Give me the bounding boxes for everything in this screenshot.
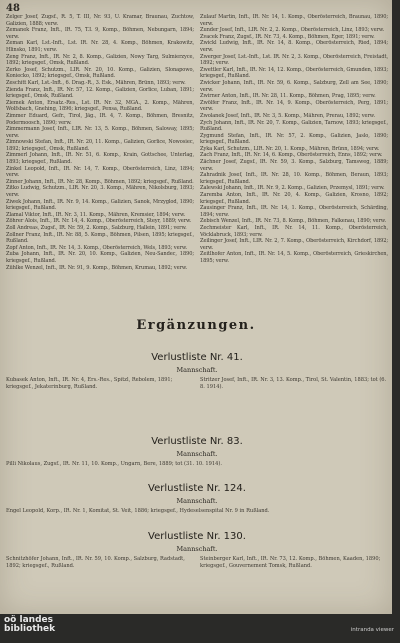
list-entry: Zwettler Karl, Inft., IR. Nr. 14, 12. Komp., Oberösterreich, Gmunden, 1893; kriegsgef., Rußland. [200, 66, 388, 80]
entry: Engel Leopold, Korp., IR. Nr. 1, Komitat, St. Veit, 1886; kriegsgef., Hydeselsenspital Nr. 9 in Rußland. [6, 508, 270, 514]
list-entry: Zulauf Martin, Inft., IR. Nr. 14, 1. Komp., Oberösterreich, Braunau, 1890; verw. [200, 14, 388, 27]
list-entry: Zoll Andreas, Zugsf., IR. Nr. 59, 2. Komp., Salzburg, Hallein, 1891; verw. [6, 225, 187, 231]
right-column [200, 14, 388, 296]
entry: Kubasek Anton, Inft., IR. Nr. 4, Ers.-Res., Spitzl, Rebolem, 1891; kriegsgef., Jekaterinburg, Rußland. [6, 377, 173, 390]
list-entry: Zuba Johann, Inft., IR. Nr. 20, 10. Komp., Galizien, Neu-Sandec, 1890; kriegsgef., Rußland. [6, 251, 194, 264]
list-entry: Zlamal Viktor, Inft., IR. Nr. 3, 11. Komp., Mähren, Kremsier, 1894; verw. [6, 211, 186, 218]
section-list-41 [6, 352, 388, 390]
section-title: Verlustliste Nr. 130. [148, 531, 246, 542]
list-entry: Zeilinger Josef, Inft., LIR. Nr. 2, 7. Komp., Oberösterreich, Kirchdorf, 1892; verw. [200, 238, 388, 251]
list-entry: Zaremba Anton, Inft., IR. Nr. 20, 4. Komp., Galizien, Krosno, 1892; kriegsgef., Rußland. [200, 192, 388, 205]
list-entry: Zygmund Stefan, Inft., IR. Nr. 57, 2. Komp., Galizien, Jaslo, 1890; kriegsgef., Rußland. [200, 132, 388, 146]
list-entry: Zwirner Anton, Inft., IR. Nr. 28, 11. Komp., Böhmen, Prag, 1895; verw. [200, 93, 376, 100]
list-entry: Zeng Franz, Inft., IR. Nr. 2, 8. Komp., Galizien, Nowy Targ, Sulmierzyce, 1892; kriegsgef., Omsk, Rußland. [6, 53, 194, 67]
entry: Steinberger Karl, Inft., IR. Nr. 73, 12. Komp., Böhmen, Kaaden, 1890; kriegsgef., Gouvernement Tomsk, Rußland. [200, 556, 381, 569]
entry: Pilli Nikolaus, Zugsf., IR. Nr. 11, 10. Komp., Ungarn, Bere, 1889; tot (31. 10. 1914). [6, 461, 222, 467]
list-entry: Zienda Franz, Inft., IR. Nr. 57, 12. Komp., Galizien, Gorlice, Luban, 1891; kriegsgef., Omsk, Rußland. [6, 86, 194, 100]
list-entry: Zwicker Johann, Inft., IR. Nr. 59, 6. Komp., Salzburg, Zell am See, 1890; verw. [200, 79, 388, 93]
list-entry: Zwölfer Franz, Inft., IR. Nr. 14, 9. Komp., Oberösterreich, Perg, 1891; verw. [200, 99, 388, 113]
list-entry: Zollner Franz, Inft., IR. Nr. 88, 5. Komp., Böhmen, Pilsen, 1895; kriegsgef., Rußland. [6, 231, 194, 245]
viewer-footer [0, 614, 400, 643]
page-number: 48 [6, 3, 20, 14]
library-logo[interactable] [4, 616, 55, 634]
list-entry: Zyka Karl, Schutzm., LIR. Nr. 20, 1. Komp., Mähren, Brünn, 1894; verw. [200, 145, 380, 152]
section-list-83 [6, 436, 388, 468]
section-title: Verlustliste Nr. 41. [151, 352, 243, 363]
list-entry: Zausinger Franz, Inft., IR. Nr. 14, 1. Komp., Oberösterreich, Schärding, 1894; verw. [200, 205, 388, 218]
list-entry: Zimmerl Johann, Inft., IR. Nr. 51, 6. Komp., Krain, Gottschee, Unterlag, 1893; kriegsgef., Rußland. [6, 152, 194, 166]
list-entry: Zinner Johann, Inft., IR. Nr. 28, Komp., Böhmen, 1892; kriegsgef., Rußland. [6, 178, 194, 185]
list-entry: Zerko Josef, Schutzm., LIR. Nr. 20, 10. Komp., Galizien, Slonapowo, Koniecko, 1892; kriegsgef., Omsk, Rußland. [6, 66, 194, 80]
list-entry: Ziwek Johann, Inft., IR. Nr. 9, 14. Komp., Galizien, Sanok, Mrzyglod, 1890; kriegsgef., Rußland. [6, 198, 194, 212]
viewer-credit[interactable]: intranda viewer [350, 627, 394, 633]
list-entry: Zeman Karl, Lst.-Inft., Lst. IR. Nr. 28, 4. Komp., Böhmen, Krakowitz, Hlinsko, 1891; verw. [6, 40, 194, 53]
list-entry: Zemanek Franz, Inft., IR. 75, T.I. 9, Komp., Böhmen, Nebungarn, 1894; verw. [6, 27, 194, 40]
supplements-heading: Ergänzungen. [136, 318, 256, 333]
list-entry: Zeitlhofer Anton, Inft., IR. Nr. 14, 5. Komp., Oberösterreich, Grieskirchen, 1895; verw. [200, 251, 388, 264]
list-entry: Zwolanek Josef, Inft., IR. Nr. 3, 5. Komp., Mähren, Prerau, 1892; verw. [200, 112, 375, 119]
section-subtitle: Mannschaft. [176, 545, 218, 553]
section-subtitle: Mannschaft. [176, 366, 218, 374]
list-entry: Zopf Anton, Inft., IR. Nr. 14, 3. Komp., Oberösterreich, Wels, 1893; verw. [6, 244, 188, 251]
list-entry: Zalewski Johann, Inft., IR. Nr. 9, 2. Komp., Galizien, Przemysl, 1891; verw. [200, 185, 385, 192]
list-entry: Zitko Ludwig, Schutzm., LIR. Nr. 20, 3. Komp., Mähren, Nikolsburg, 1893; verw. [6, 185, 194, 199]
text-columns [6, 14, 388, 296]
list-entry: Zimnowski Stefan, Inft., IR. Nr. 20, 11. Komp., Galizien, Gorlice, Nowosiec, 1892; kriegsgef., Omsk, Rußland. [6, 139, 194, 152]
section-list-130 [6, 531, 388, 569]
list-entry: Zimmermann Josef, Inft., LIR. Nr. 13, 5. Komp., Böhmen, Saloway, 1895; verw. [6, 126, 194, 139]
list-entry: Zinkel Leopold, Inft., IR. Nr. 14, 7. Komp., Oberösterreich, Linz, 1894; verw. [6, 165, 194, 179]
list-entry: Zelger Josef, Zugsf., R. 5, T. III, Nr. 93, U. Kramar, Braunau, Zuchtow, Galizien, 1888; verw. [6, 14, 194, 27]
list-entry: Zwerger Josef, Lst.-Inft., Lst. IR. Nr. 2, 3. Komp., Oberösterreich, Freistadt, 1892; verw. [200, 53, 388, 67]
list-entry: Zvacek Franz, Zugsf., IR. Nr. 73, 4. Komp., Böhmen, Eger, 1891; verw. [200, 33, 375, 40]
list-entry: Zeschitt Karl, Lst.-Inft., 6. Drag.-R., 3. Esk., Mähren, Brünn, 1893; verw. [6, 79, 186, 86]
list-entry: Zächner Josef, Zugsf., IR. Nr. 59, 3. Komp., Salzburg, Tamsweg, 1889; verw. [200, 159, 388, 172]
list-entry: Zimmer Eduard, Gefr., Tirol, Jäg., IR. 4, 7. Komp., Böhmen, Bresnitz, Podermoosch, 1890; verw. [6, 112, 194, 126]
list-entry: Zahradnik Josef, Inft., IR. Nr. 28, 10. Komp., Böhmen, Beraun, 1893; kriegsgef., Rußland. [200, 172, 388, 185]
list-entry: Zach Franz, Inft., IR. Nr. 14, 6. Komp., Oberösterreich, Enns, 1892; verw. [200, 152, 383, 159]
section-title: Verlustliste Nr. 83. [151, 436, 243, 447]
list-entry: Zühlke Wenzel, Inft., IR. Nr. 91, 9. Komp., Böhmen, Krumau, 1892; verw. [6, 264, 188, 271]
logo-line-1: oö landes [4, 615, 53, 625]
list-entry: Ziemek Anton, Ersatz.-Res., Lst. IR. Nr. 32, MGA., 2. Komp., Mähren, Wolfsbach, Gnehing, 1896; kriegsgef., Pensa, Rußland. [6, 99, 194, 113]
list-entry: Zych Johann, Inft., IR. Nr. 20, 7. Komp., Galizien, Tarnow, 1893; kriegsgef., Rußland. [200, 119, 388, 133]
list-entry: Zunder Josef, Inft., LIR. Nr. 2, 2. Komp., Oberösterreich, Linz, 1893; verw. [200, 27, 384, 34]
entry: Schnitzhöfer Johann, Inft., IR. Nr. 59, 10. Komp., Salzburg, Radstadt, 1892; kriegsgef., Rußland. [6, 556, 185, 569]
list-entry: Zöhrer Alois, Inft., IR. Nr. 14, 4. Komp., Oberösterreich, Steyr, 1889; verw. [6, 218, 192, 225]
list-entry: Zechmeister Karl, Inft., IR. Nr. 14, 11. Komp., Oberösterreich, Vöcklabruck, 1893; verw. [200, 225, 388, 238]
section-list-124 [6, 483, 388, 515]
list-entry: Zebisch Wenzel, Inft., IR. Nr. 73, 8. Komp., Böhmen, Falkenau, 1890; verw. [200, 218, 386, 225]
left-column [6, 14, 194, 296]
list-entry: Zwickl Ludwig, Inft., IR. Nr. 14, 8. Komp., Oberösterreich, Ried, 1894; verw. [200, 40, 388, 53]
logo-line-2: bibliothek [4, 624, 56, 634]
section-subtitle: Mannschaft. [176, 450, 218, 458]
section-subtitle: Mannschaft. [176, 497, 218, 505]
section-title: Verlustliste Nr. 124. [148, 483, 246, 494]
entry: Stritzer Josef, Inft., IR. Nr. 3, 13. Komp., Tirol, St. Valentin, 1883; tot (6. 8. 1914). [200, 377, 387, 390]
